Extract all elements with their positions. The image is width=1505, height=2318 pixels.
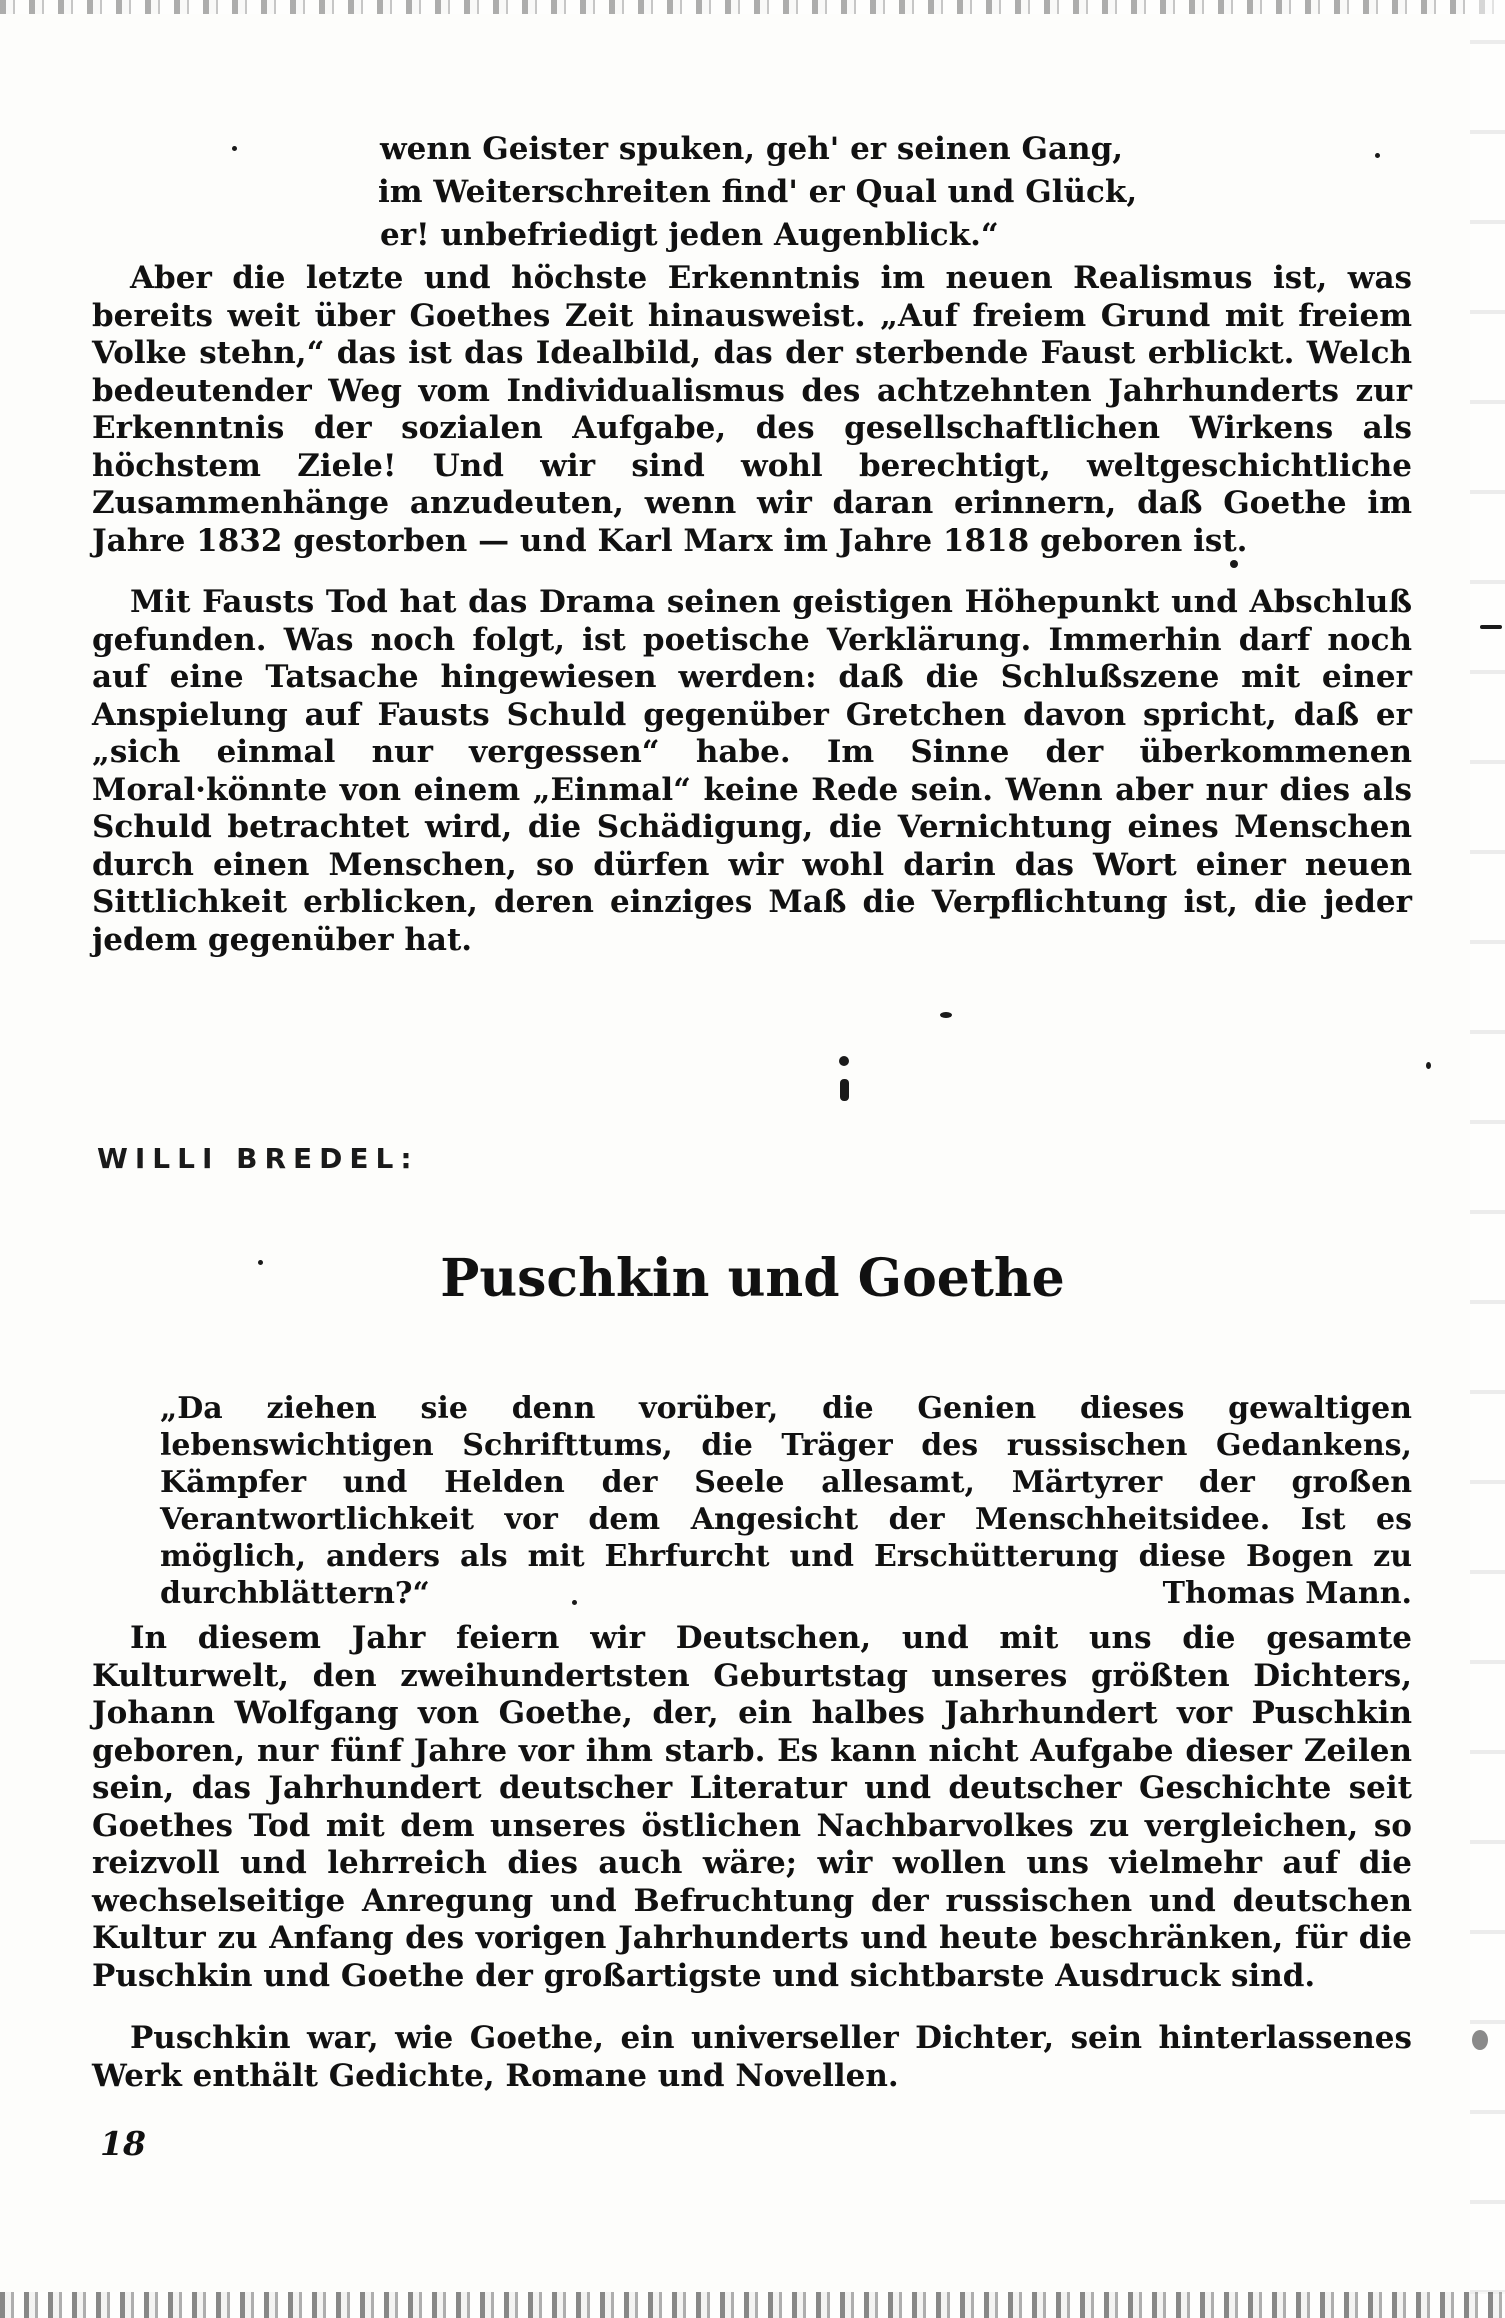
print-speck xyxy=(232,146,237,151)
print-speck xyxy=(1426,1062,1431,1069)
paragraph-anniversary xyxy=(92,1620,1412,1995)
scan-edge-right xyxy=(1470,0,1505,2318)
paragraph-text: Mit Fausts Tod hat das Drama seinen geistigen Höhepunkt und Abschluß gefunden. Was noch folgt, ist poetische Verklärung. Immerhin darf noch auf eine Tatsache hingewiesen werden: daß die Schlußszene mit einer Anspielung auf Fausts Schuld gegenüber Gretchen davon spricht, daß er „sich einmal nur vergessen“ habe. Im Sinne der überkommenen Moral·könnte von einem „Einmal“ keine Rede sein. Wenn aber nur dies als Schuld betrachtet wird, die Schädigung, die Vernichtung eines Menschen durch einen Menschen, so dürfen wir wohl darin das Wort einer neuen Sittlichkeit erblicken, deren einziges Maß die Verpflichtung ist, die jeder jedem gegenüber hat. xyxy=(92,584,1412,958)
paragraph-realism xyxy=(92,260,1412,560)
paragraph-text: Puschkin war, wie Goethe, ein universeller Dichter, sein hinterlassenes Werk enthält Gedichte, Romane und Novellen. xyxy=(92,2020,1412,2094)
paragraph-text: Aber die letzte und höchste Erkenntnis im neuen Realismus ist, was bereits weit über Goethes Zeit hinausweist. „Auf freiem Grund mit freiem Volke stehn,“ das ist das Idealbild, das der sterbende Faust erblickt. Welch bedeutender Weg vom Individualismus des achtzehnten Jahrhunderts zur Erkenntnis der sozialen Aufgabe, des gesellschaftlichen Wirkens als höchstem Ziele! Und wir sind wohl berechtigt, weltgeschichtliche Zusammenhänge anzudeuten, wenn wir daran erinnern, daß Goethe im Jahre 1832 gestorben — und Karl Marx im Jahre 1818 geboren ist. xyxy=(92,260,1412,559)
print-speck xyxy=(1472,2030,1488,2050)
epigraph xyxy=(160,1390,1412,1612)
paragraph-text: In diesem Jahr feiern wir Deutschen, und mit uns die gesamte Kulturwelt, den zweihundertsten Geburtstag unseres größten Dichters, Johann Wolfgang von Goethe, der, ein halbes Jahrhundert vor Puschkin geboren, nur fünf Jahre vor ihm starb. Es kann nicht Aufgabe dieser Zeilen sein, das Jahrhundert deutscher Literatur und deutscher Geschichte seit Goethes Tod mit dem unseres östlichen Nachbarvolkes zu vergleichen, so reizvoll und lehrreich dies auch wäre; wir wollen uns vielmehr auf die wechselseitige Anregung und Befruchtung der russischen und deutschen Kultur zu Anfang des vorigen Jahrhunderts und heute beschränken, für die Puschkin und Goethe der großartigste und sichtbarste Ausdruck sind. xyxy=(92,1620,1412,1994)
scan-edge-top xyxy=(0,0,1505,14)
verse-line: er! unbefriedigt jeden Augenblick.“ xyxy=(380,217,999,253)
verse-line: im Weiterschreiten find' er Qual und Glück, xyxy=(378,174,1138,210)
verse-quote xyxy=(380,128,1140,257)
paragraph-faust-death xyxy=(92,584,1412,959)
scan-edge-bottom xyxy=(0,2292,1505,2318)
epigraph-attribution: Thomas Mann. xyxy=(1162,1576,1412,1611)
print-speck xyxy=(258,1260,263,1265)
paragraph-universal-poet xyxy=(92,2020,1412,2095)
print-speck xyxy=(1375,153,1380,158)
article-title: Puschkin und Goethe xyxy=(440,1248,1065,1309)
print-speck xyxy=(1230,560,1238,568)
author-name: WILLI BREDEL: xyxy=(97,1142,419,1175)
verse-line: wenn Geister spuken, geh' er seinen Gang, xyxy=(380,131,1124,167)
ornament-mark xyxy=(836,1055,852,1103)
epigraph-text: „Da ziehen sie denn vorüber, die Genien dieses gewaltigen lebenswichtigen Schrifttums, die Träger des russischen Gedankens, Kämpfer und Helden der Seele allesamt, Märtyrer der großen Verantwortlichkeit vor dem Angesicht der Menschheitsidee. Ist es möglich, anders als mit Ehrfurcht und Erschütterung diese Bogen zu durchblättern?“ xyxy=(160,1391,1412,1611)
page-number: 18 xyxy=(100,2124,146,2163)
print-speck xyxy=(1480,625,1502,629)
print-speck xyxy=(940,1012,952,1018)
print-speck xyxy=(572,1600,577,1605)
